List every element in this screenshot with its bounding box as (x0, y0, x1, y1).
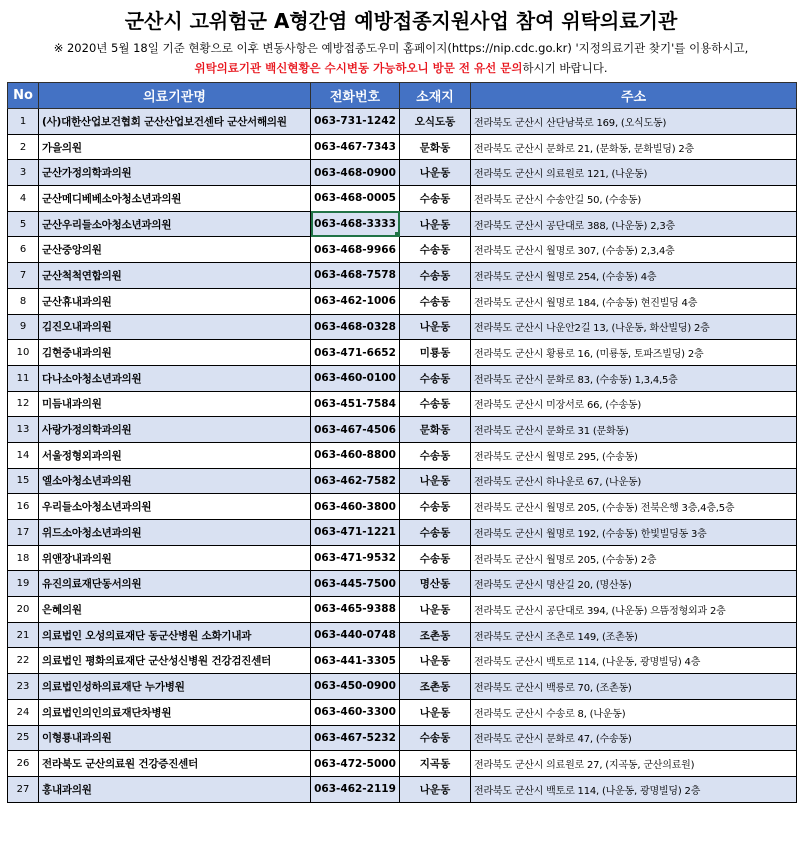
address-cell[interactable]: 전라북도 군산시 공단대로 394, (나운동) 으뜸정형외과 2층 (471, 597, 797, 623)
phone-cell[interactable]: 063-460-3300 (311, 699, 400, 725)
phone-cell[interactable]: 063-450-0900 (311, 674, 400, 700)
no-cell[interactable]: 7 (8, 263, 39, 289)
address-cell[interactable]: 전라북도 군산시 의료원로 121, (나운동) (471, 160, 797, 186)
area-cell[interactable]: 지곡동 (400, 751, 471, 777)
phone-cell[interactable]: 063-441-3305 (311, 648, 400, 674)
no-cell[interactable]: 19 (8, 571, 39, 597)
area-cell[interactable]: 수송동 (400, 520, 471, 546)
area-cell[interactable]: 수송동 (400, 442, 471, 468)
phone-cell[interactable]: 063-460-3800 (311, 494, 400, 520)
phone-cell[interactable]: 063-472-5000 (311, 751, 400, 777)
hospital-table (7, 82, 797, 803)
address-cell[interactable]: 전라북도 군산시 백토로 114, (나운동, 광명빌딩) 2층 (471, 776, 797, 802)
name-cell[interactable]: 위드소아청소년과의원 (39, 520, 311, 546)
name-cell[interactable]: 위앤장내과의원 (39, 545, 311, 571)
fill-handle[interactable] (395, 232, 400, 237)
phone-cell[interactable]: 063-445-7500 (311, 571, 400, 597)
phone-cell[interactable]: 063-468-0900 (311, 160, 400, 186)
address-cell[interactable]: 전라북도 군산시 월명로 307, (수송동) 2,3,4층 (471, 237, 797, 263)
table-row (8, 494, 797, 520)
no-cell[interactable]: 23 (8, 674, 39, 700)
address-cell[interactable]: 전라북도 군산시 수송로 8, (나운동) (471, 699, 797, 725)
name-cell[interactable]: 의료법인의인의료재단차병원 (39, 699, 311, 725)
address-cell[interactable]: 전라북도 군산시 미장서로 66, (수송동) (471, 391, 797, 417)
table-row (8, 288, 797, 314)
table-row (8, 699, 797, 725)
header-address[interactable]: 주소 (471, 83, 797, 109)
address-cell[interactable]: 전라북도 군산시 문화로 21, (문화동, 문화빌딩) 2층 (471, 134, 797, 160)
no-cell[interactable]: 25 (8, 725, 39, 751)
address-cell[interactable]: 전라북도 군산시 백토로 114, (나운동, 광명빌딩) 4층 (471, 648, 797, 674)
table-row (8, 674, 797, 700)
table-row (8, 725, 797, 751)
no-cell[interactable]: 24 (8, 699, 39, 725)
table-row (8, 468, 797, 494)
area-cell[interactable]: 수송동 (400, 494, 471, 520)
area-cell[interactable]: 문화동 (400, 134, 471, 160)
table-row (8, 109, 797, 135)
no-cell[interactable]: 8 (8, 288, 39, 314)
area-cell[interactable]: 수송동 (400, 391, 471, 417)
address-cell[interactable]: 전라북도 군산시 월명로 254, (수송동) 4층 (471, 263, 797, 289)
table-row (8, 211, 797, 237)
no-cell[interactable]: 9 (8, 314, 39, 340)
no-cell[interactable]: 4 (8, 186, 39, 212)
no-cell[interactable]: 12 (8, 391, 39, 417)
name-cell[interactable]: 군산척척연합의원 (39, 263, 311, 289)
table-row (8, 186, 797, 212)
area-cell[interactable]: 수송동 (400, 288, 471, 314)
no-cell[interactable]: 1 (8, 109, 39, 135)
area-cell[interactable]: 나운동 (400, 211, 471, 237)
table-row (8, 340, 797, 366)
phone-cell[interactable]: 063-468-9966 (311, 237, 400, 263)
no-cell[interactable]: 20 (8, 597, 39, 623)
no-cell[interactable]: 18 (8, 545, 39, 571)
area-cell[interactable]: 나운동 (400, 776, 471, 802)
area-cell[interactable]: 나운동 (400, 160, 471, 186)
address-cell[interactable]: 전라북도 군산시 문화로 31 (문화동) (471, 417, 797, 443)
no-cell[interactable]: 26 (8, 751, 39, 777)
table-row (8, 571, 797, 597)
notice (0, 38, 802, 78)
phone-cell[interactable]: 063-467-4506 (311, 417, 400, 443)
name-cell[interactable]: 서울정형외과의원 (39, 442, 311, 468)
no-cell[interactable]: 11 (8, 365, 39, 391)
header-no[interactable]: No (8, 83, 39, 109)
table-body (8, 109, 797, 803)
address-cell[interactable]: 전라북도 군산시 공단대로 388, (나운동) 2,3층 (471, 211, 797, 237)
area-cell[interactable]: 나운동 (400, 699, 471, 725)
name-cell[interactable]: 가을의원 (39, 134, 311, 160)
name-cell[interactable]: 군산메디베베소아청소년과의원 (39, 186, 311, 212)
notice-line-2-rest: 하시기 바랍니다. (522, 61, 608, 75)
phone-cell[interactable]: 063-468-0328 (311, 314, 400, 340)
address-cell[interactable]: 전라북도 군산시 월명로 192, (수송동) 한빛빌딩동 3층 (471, 520, 797, 546)
area-cell[interactable]: 수송동 (400, 365, 471, 391)
name-cell[interactable]: 은혜의원 (39, 597, 311, 623)
no-cell[interactable]: 2 (8, 134, 39, 160)
no-cell[interactable]: 5 (8, 211, 39, 237)
name-cell[interactable]: 전라북도 군산의료원 건강증진센터 (39, 751, 311, 777)
no-cell[interactable]: 13 (8, 417, 39, 443)
table-row (8, 520, 797, 546)
address-cell[interactable]: 전라북도 군산시 명산길 20, (명산동) (471, 571, 797, 597)
area-cell[interactable]: 수송동 (400, 186, 471, 212)
phone-cell[interactable]: 063-471-6652 (311, 340, 400, 366)
header-name[interactable]: 의료기관명 (39, 83, 311, 109)
phone-cell[interactable]: 063-462-1006 (311, 288, 400, 314)
name-cell[interactable]: 사랑가정의학과의원 (39, 417, 311, 443)
phone-cell[interactable]: 063-451-7584 (311, 391, 400, 417)
notice-warning-text: 위탁의료기관 백신현황은 수시변동 가능하오니 방문 전 유선 문의 (194, 61, 523, 75)
table-row (8, 648, 797, 674)
table-row (8, 776, 797, 802)
area-cell[interactable]: 수송동 (400, 725, 471, 751)
phone-cell[interactable]: 063-471-9532 (311, 545, 400, 571)
phone-cell[interactable]: 063-471-1221 (311, 520, 400, 546)
name-cell[interactable]: 의료법인성하의료재단 누가병원 (39, 674, 311, 700)
address-cell[interactable]: 전라북도 군산시 의료원로 27, (지곡동, 군산의료원) (471, 751, 797, 777)
address-cell[interactable]: 전라북도 군산시 백릉로 70, (조촌동) (471, 674, 797, 700)
no-cell[interactable]: 6 (8, 237, 39, 263)
name-cell[interactable]: 김현중내과의원 (39, 340, 311, 366)
address-cell[interactable]: 전라북도 군산시 수송안길 50, (수송동) (471, 186, 797, 212)
area-cell[interactable]: 나운동 (400, 648, 471, 674)
no-cell[interactable]: 22 (8, 648, 39, 674)
header-area[interactable]: 소재지 (400, 83, 471, 109)
name-cell[interactable]: 군산가정의학과의원 (39, 160, 311, 186)
phone-cell[interactable]: 063-460-8800 (311, 442, 400, 468)
name-cell[interactable]: 군산중앙의원 (39, 237, 311, 263)
table-row (8, 391, 797, 417)
table-row (8, 237, 797, 263)
table-row (8, 263, 797, 289)
no-cell[interactable]: 15 (8, 468, 39, 494)
phone-cell[interactable]: 063-462-2119 (311, 776, 400, 802)
table-row (8, 622, 797, 648)
table-row (8, 160, 797, 186)
no-cell[interactable]: 10 (8, 340, 39, 366)
area-cell[interactable]: 나운동 (400, 468, 471, 494)
phone-cell[interactable]: 063-440-0748 (311, 622, 400, 648)
header-phone[interactable]: 전화번호 (311, 83, 400, 109)
name-cell[interactable]: 의료법인 오성의료재단 동군산병원 소화기내과 (39, 622, 311, 648)
no-cell[interactable]: 3 (8, 160, 39, 186)
no-cell[interactable]: 21 (8, 622, 39, 648)
area-cell[interactable]: 문화동 (400, 417, 471, 443)
area-cell[interactable]: 수송동 (400, 263, 471, 289)
name-cell[interactable]: 다나소아청소년과의원 (39, 365, 311, 391)
address-cell[interactable]: 전라북도 군산시 문화로 83, (수송동) 1,3,4,5층 (471, 365, 797, 391)
area-cell[interactable]: 수송동 (400, 545, 471, 571)
phone-cell[interactable]: 063-465-9388 (311, 597, 400, 623)
phone-cell[interactable]: 063-462-7582 (311, 468, 400, 494)
name-cell[interactable]: 군산휴내과의원 (39, 288, 311, 314)
phone-cell[interactable]: 063-467-5232 (311, 725, 400, 751)
table-header-row (8, 83, 797, 109)
table-row (8, 597, 797, 623)
address-cell[interactable]: 전라북도 군산시 황룡로 16, (미룡동, 토파즈빌딩) 2층 (471, 340, 797, 366)
no-cell[interactable]: 16 (8, 494, 39, 520)
notice-line-1[interactable]: ※ 2020년 5월 18일 기준 현황으로 이후 변동사항은 예방접종도우미 홈페이지(https://nip.cdc.go.kr) '지정의료기관 찾기'를 이용하시고, (53, 41, 749, 55)
area-cell[interactable]: 나운동 (400, 597, 471, 623)
address-cell[interactable]: 전라북도 군산시 산단남북로 169, (오식도동) (471, 109, 797, 135)
table-row (8, 545, 797, 571)
address-cell[interactable]: 전라북도 군산시 하나운로 67, (나운동) (471, 468, 797, 494)
phone-cell[interactable]: 063-468-0005 (311, 186, 400, 212)
area-cell[interactable]: 미룡동 (400, 340, 471, 366)
area-cell[interactable]: 수송동 (400, 237, 471, 263)
table-row (8, 442, 797, 468)
name-cell[interactable]: 우리들소아청소년과의원 (39, 494, 311, 520)
phone-cell[interactable]: 063-460-0100 (311, 365, 400, 391)
address-cell[interactable]: 전라북도 군산시 나운안2길 13, (나운동, 화산빌딩) 2층 (471, 314, 797, 340)
name-cell[interactable]: 의료법인 평화의료재단 군산성신병원 건강검진센터 (39, 648, 311, 674)
name-cell[interactable]: 이형룡내과의원 (39, 725, 311, 751)
selected-cell[interactable]: 063-468-3333 (311, 211, 400, 237)
phone-cell[interactable]: 063-468-7578 (311, 263, 400, 289)
phone-cell[interactable]: 063-731-1242 (311, 109, 400, 135)
name-cell[interactable]: 군산우리들소아청소년과의원 (39, 211, 311, 237)
address-cell[interactable]: 전라북도 군산시 월명로 205, (수송동) 전북은행 3층,4층,5층 (471, 494, 797, 520)
address-cell[interactable]: 전라북도 군산시 조촌로 149, (조촌동) (471, 622, 797, 648)
address-cell[interactable]: 전라북도 군산시 월명로 184, (수송동) 현진빌딩 4층 (471, 288, 797, 314)
area-cell[interactable]: 조촌동 (400, 622, 471, 648)
table-row (8, 134, 797, 160)
name-cell[interactable]: (사)대한산업보건협회 군산산업보건센타 군산서해의원 (39, 109, 311, 135)
no-cell[interactable]: 14 (8, 442, 39, 468)
address-cell[interactable]: 전라북도 군산시 월명로 295, (수송동) (471, 442, 797, 468)
name-cell[interactable]: 김진오내과의원 (39, 314, 311, 340)
name-cell[interactable]: 엘소아청소년과의원 (39, 468, 311, 494)
phone-cell[interactable]: 063-467-7343 (311, 134, 400, 160)
area-cell[interactable]: 명산동 (400, 571, 471, 597)
area-cell[interactable]: 조촌동 (400, 674, 471, 700)
page-title[interactable]: 군산시 고위험군 A형간염 예방접종지원사업 참여 위탁의료기관 (124, 8, 678, 33)
name-cell[interactable]: 홍내과의원 (39, 776, 311, 802)
no-cell[interactable]: 27 (8, 776, 39, 802)
notice-line-2[interactable] (0, 58, 802, 78)
address-cell[interactable]: 전라북도 군산시 문화로 47, (수송동) (471, 725, 797, 751)
name-cell[interactable]: 유진의료재단동서의원 (39, 571, 311, 597)
table-row (8, 365, 797, 391)
area-cell[interactable]: 오식도동 (400, 109, 471, 135)
area-cell[interactable]: 나운동 (400, 314, 471, 340)
table-row (8, 314, 797, 340)
address-cell[interactable]: 전라북도 군산시 월명로 205, (수송동) 2층 (471, 545, 797, 571)
name-cell[interactable]: 미듬내과의원 (39, 391, 311, 417)
table-row (8, 417, 797, 443)
table-row (8, 751, 797, 777)
no-cell[interactable]: 17 (8, 520, 39, 546)
